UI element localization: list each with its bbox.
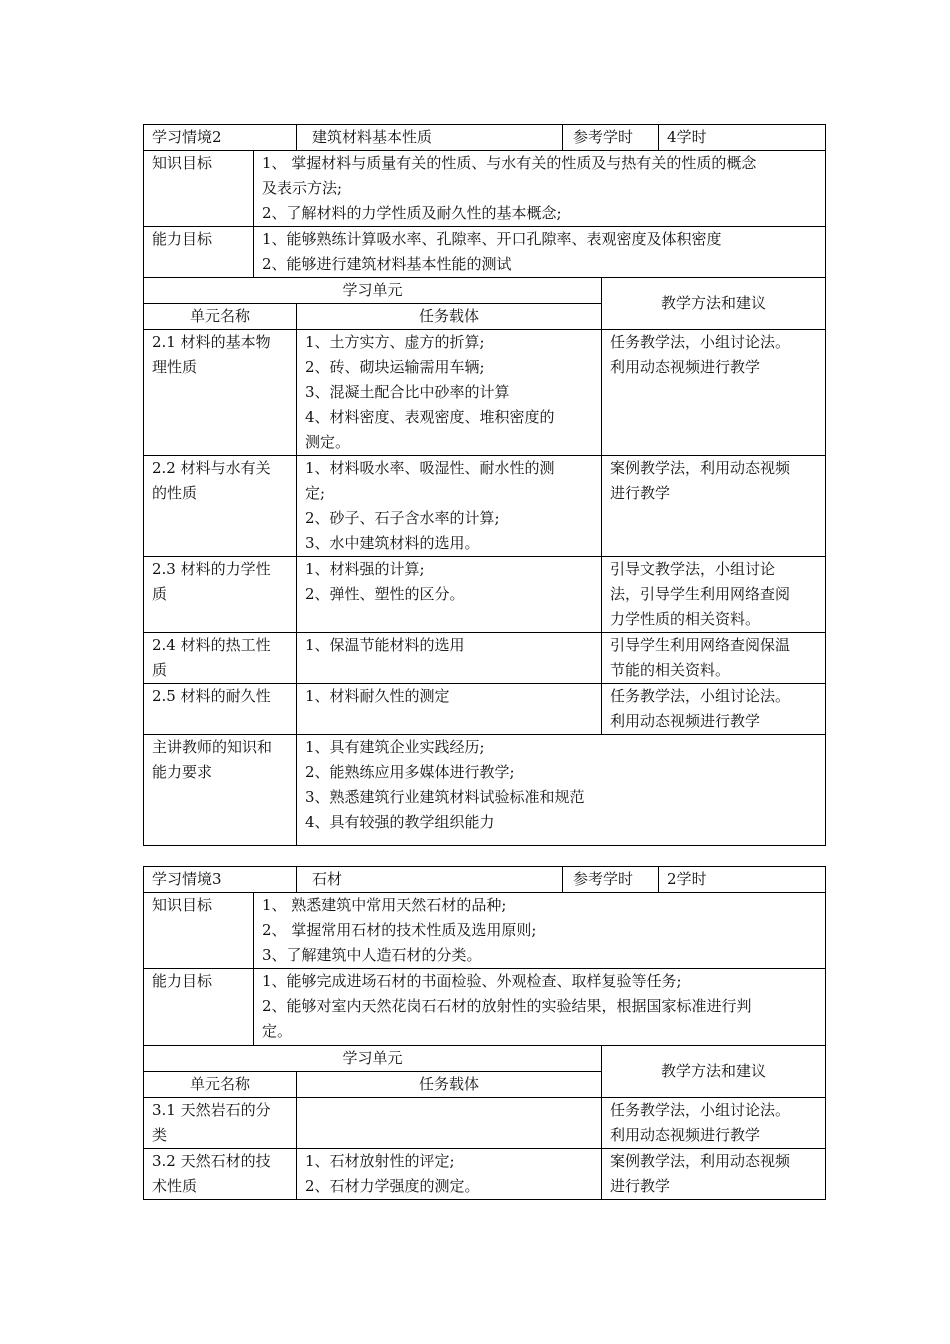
teacher-line: 2、能熟练应用多媒体进行教学; [305, 763, 515, 781]
unit-method [602, 1149, 826, 1200]
unit-method [602, 557, 826, 633]
unit-name-line: 理性质 [152, 358, 198, 376]
table-row [144, 557, 826, 633]
task-line: 2、弹性、塑性的区分。 [305, 585, 465, 603]
unit-name-line: 术性质 [152, 1177, 198, 1195]
table-row [144, 456, 826, 557]
task-line: 1、材料吸水率、吸湿性、耐水性的测 [305, 459, 555, 477]
unit-header: 学习单元 [144, 278, 602, 304]
task-line: 1、材料耐久性的测定 [305, 687, 450, 705]
situation-title: 建筑材料基本性质 [297, 125, 563, 151]
method-line: 案例教学法，利用动态视频 [610, 459, 791, 477]
teacher-line: 3、熟悉建筑行业建筑材料试验标准和规范 [305, 788, 585, 806]
method-line: 力学性质的相关资料。 [610, 610, 761, 628]
knowledge-line: 2、了解材料的力学性质及耐久性的基本概念; [262, 204, 562, 222]
unit-name-line: 2.2 材料与水有关 [152, 459, 271, 477]
unit-tasks [297, 633, 602, 684]
teacher-line: 4、具有较强的教学组织能力 [305, 813, 495, 831]
knowledge-label: 知识目标 [144, 893, 254, 969]
teacher-line: 1、具有建筑企业实践经历; [305, 738, 485, 756]
method-line: 节能的相关资料。 [610, 661, 731, 679]
task-line: 4、材料密度、表观密度、堆积密度的 [305, 408, 555, 426]
situation-label: 学习情境3 [144, 867, 297, 893]
unit-tasks [297, 330, 602, 456]
table-row [144, 1149, 826, 1200]
ability-line: 2、能够进行建筑材料基本性能的测试 [262, 255, 512, 273]
unit-name-line: 3.2 天然石材的技 [152, 1152, 271, 1170]
task-line: 2、砖、砌块运输需用车辆; [305, 358, 485, 376]
ability-line: 定。 [262, 1022, 293, 1040]
knowledge-line: 1、 熟悉建筑中常用天然石材的品种; [262, 896, 507, 914]
unit-name-line: 2.5 材料的耐久性 [152, 687, 271, 705]
ability-line: 1、能够完成进场石材的书面检验、外观检查、取样复验等任务; [262, 972, 682, 990]
situation-title: 石材 [297, 867, 563, 893]
unit-tasks [297, 456, 602, 557]
method-line: 任务教学法，小组讨论法。 [610, 333, 791, 351]
unit-name-header: 单元名称 [144, 304, 297, 330]
unit-name-line: 质 [152, 661, 168, 679]
task-line: 2、砂子、石子含水率的计算; [305, 509, 500, 527]
ability-goals [254, 227, 826, 278]
table-row [144, 1098, 826, 1149]
knowledge-line: 3、了解建筑中人造石材的分类。 [262, 946, 482, 964]
hours-value: 2学时 [659, 867, 826, 893]
method-header: 教学方法和建议 [602, 278, 826, 330]
method-line: 任务教学法，小组讨论法。 [610, 687, 791, 705]
unit-name-header: 单元名称 [144, 1072, 297, 1098]
unit-name-line: 2.3 材料的力学性 [152, 560, 271, 578]
teacher-label-line: 主讲教师的知识和 [152, 738, 273, 756]
unit-name [144, 633, 297, 684]
knowledge-label: 知识目标 [144, 151, 254, 227]
unit-name [144, 1149, 297, 1200]
task-header: 任务载体 [297, 1072, 602, 1098]
unit-name-line: 2.4 材料的热工性 [152, 636, 271, 654]
unit-tasks [297, 557, 602, 633]
teacher-label-line: 能力要求 [152, 763, 213, 781]
hours-value: 4学时 [659, 125, 826, 151]
method-line: 利用动态视频进行教学 [610, 712, 761, 730]
method-line: 法，引导学生利用网络查阅 [610, 585, 791, 603]
unit-name-line: 类 [152, 1126, 168, 1144]
knowledge-line: 1、 掌握材料与质量有关的性质、与水有关的性质及与热有关的性质的概念 [262, 154, 757, 172]
table-row [144, 330, 826, 456]
method-line: 任务教学法，小组讨论法。 [610, 1101, 791, 1119]
method-line: 利用动态视频进行教学 [610, 1126, 761, 1144]
task-line: 1、石材放射性的评定; [305, 1152, 455, 1170]
task-line: 定; [305, 484, 326, 502]
task-line: 2、石材力学强度的测定。 [305, 1177, 480, 1195]
section3-table [143, 866, 826, 1200]
hours-label: 参考学时 [563, 867, 659, 893]
knowledge-line: 及表示方法; [262, 179, 343, 197]
ability-label: 能力目标 [144, 969, 254, 1046]
knowledge-goals [254, 151, 826, 227]
unit-name-line: 的性质 [152, 484, 198, 502]
task-line: 3、水中建筑材料的选用。 [305, 534, 480, 552]
table-row [144, 684, 826, 735]
unit-method [602, 684, 826, 735]
unit-method [602, 1098, 826, 1149]
method-line: 进行教学 [610, 484, 671, 502]
method-line: 引导文教学法，小组讨论 [610, 560, 776, 578]
ability-goals [254, 969, 826, 1046]
method-line: 引导学生利用网络查阅保温 [610, 636, 791, 654]
situation-label: 学习情境2 [144, 125, 297, 151]
ability-line: 2、能够对室内天然花岗石石材的放射性的实验结果，根据国家标准进行判 [262, 997, 752, 1015]
knowledge-line: 2、 掌握常用石材的技术性质及选用原则; [262, 921, 537, 939]
section2-main-table [143, 124, 826, 846]
ability-label: 能力目标 [144, 227, 254, 278]
unit-tasks [297, 684, 602, 735]
ability-line: 1、能够熟练计算吸水率、孔隙率、开口孔隙率、表观密度及体积密度 [262, 230, 722, 248]
unit-name [144, 684, 297, 735]
method-line: 案例教学法，利用动态视频 [610, 1152, 791, 1170]
task-header: 任务载体 [297, 304, 602, 330]
unit-method [602, 330, 826, 456]
unit-name-line: 2.1 材料的基本物 [152, 333, 271, 351]
unit-name-line: 3.1 天然岩石的分 [152, 1101, 271, 1119]
teacher-requirements [297, 735, 826, 846]
method-line: 利用动态视频进行教学 [610, 358, 761, 376]
unit-method [602, 456, 826, 557]
unit-name-line: 质 [152, 585, 168, 603]
unit-tasks [297, 1098, 602, 1149]
unit-header: 学习单元 [144, 1046, 602, 1072]
unit-name [144, 1098, 297, 1149]
table-row [144, 735, 826, 846]
teacher-label [144, 735, 297, 846]
unit-name [144, 330, 297, 456]
unit-tasks [297, 1149, 602, 1200]
task-line: 1、土方实方、虚方的折算; [305, 333, 485, 351]
task-line: 1、材料强的计算; [305, 560, 425, 578]
unit-method [602, 633, 826, 684]
method-line: 进行教学 [610, 1177, 671, 1195]
task-line: 测定。 [305, 433, 351, 451]
unit-name [144, 456, 297, 557]
hours-label: 参考学时 [563, 125, 659, 151]
task-line: 1、保温节能材料的选用 [305, 636, 465, 654]
unit-name [144, 557, 297, 633]
table-row [144, 633, 826, 684]
method-header: 教学方法和建议 [602, 1046, 826, 1098]
knowledge-goals [254, 893, 826, 969]
task-line: 3、混凝土配合比中砂率的计算 [305, 383, 510, 401]
